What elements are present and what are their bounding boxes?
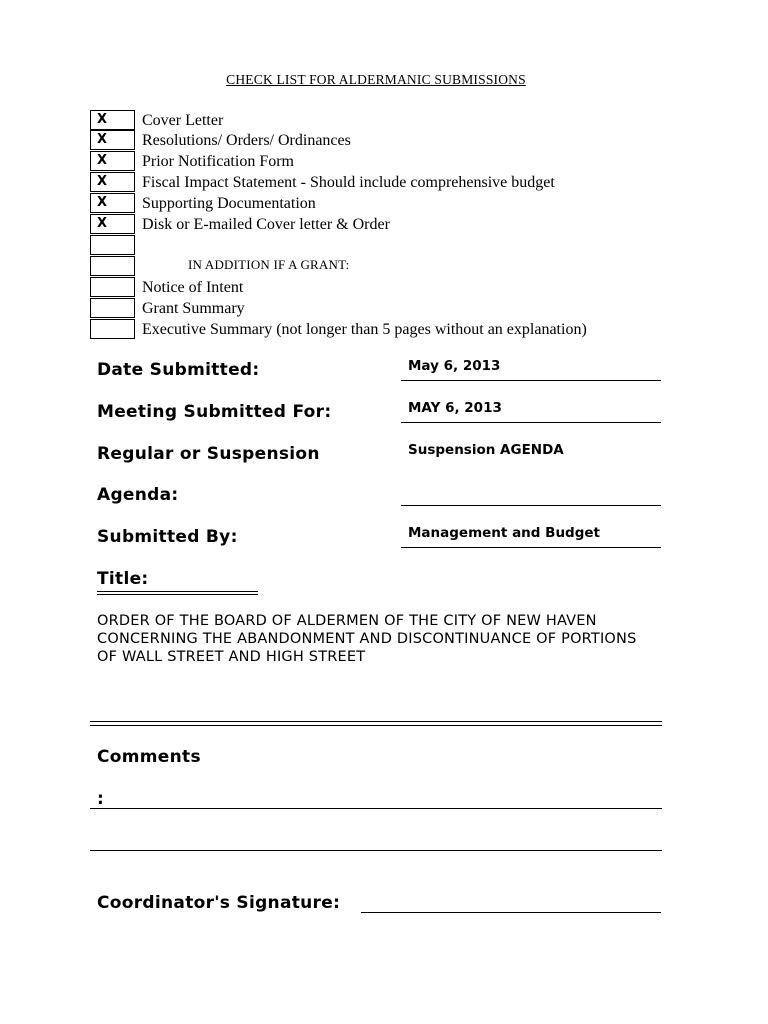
- checkbox-resolutions[interactable]: [90, 130, 135, 150]
- checklist-item-label: Supporting Documentation: [142, 195, 316, 212]
- checklist-item-label: Resolutions/ Orders/ Ordinances: [142, 132, 351, 149]
- checkbox-fiscal-impact[interactable]: [90, 172, 135, 192]
- checklist-item-label: Grant Summary: [142, 300, 245, 317]
- checkbox-blank[interactable]: [90, 235, 135, 255]
- title-label: Title:: [97, 569, 149, 589]
- meeting-submitted-for-line: [401, 422, 661, 423]
- title-line: CONCERNING THE ABANDONMENT AND DISCONTINUANCE OF PORTIONS OF WALL STREET AND HIGH STREET: [97, 631, 637, 665]
- meeting-submitted-for-value[interactable]: MAY 6, 2013: [408, 400, 502, 416]
- checklist-item-label: Prior Notification Form: [142, 153, 294, 170]
- checklist-item-label: Notice of Intent: [142, 279, 244, 296]
- agenda-label: Agenda:: [97, 485, 179, 505]
- checklist-item-label: Disk or E-mailed Cover letter & Order: [142, 216, 390, 233]
- page-title: CHECK LIST FOR ALDERMANIC SUBMISSIONS: [226, 72, 526, 87]
- checkbox-notice-of-intent[interactable]: [90, 277, 135, 297]
- section-divider: [90, 725, 662, 726]
- comments-line[interactable]: [90, 808, 662, 809]
- agenda-line: [401, 505, 661, 506]
- title-text[interactable]: [97, 612, 657, 666]
- checklist-item-label: Fiscal Impact Statement - Should include comprehensive budget: [142, 174, 555, 191]
- title-line: ORDER OF THE BOARD OF ALDERMEN OF THE CITY OF NEW HAVEN: [97, 613, 597, 629]
- checklist-item-label: Cover Letter: [142, 112, 224, 129]
- check-mark: X: [97, 112, 108, 127]
- date-submitted-value[interactable]: May 6, 2013: [408, 358, 501, 374]
- checkbox-executive-summary[interactable]: [90, 319, 135, 339]
- regular-or-suspension-label: Regular or Suspension: [97, 444, 320, 464]
- checkbox-grant-summary[interactable]: [90, 298, 135, 318]
- submitted-by-label: Submitted By:: [97, 527, 238, 547]
- comments-label: Comments: [97, 747, 201, 767]
- submitted-by-line: [401, 547, 661, 548]
- check-mark: X: [97, 195, 108, 210]
- submitted-by-value[interactable]: Management and Budget: [408, 525, 600, 541]
- checkbox-cover-letter[interactable]: [90, 110, 135, 130]
- coordinator-signature-label: Coordinator's Signature:: [97, 893, 341, 913]
- comments-line[interactable]: [90, 850, 662, 851]
- section-divider: [90, 721, 662, 722]
- checkbox-supporting-docs[interactable]: [90, 193, 135, 213]
- checkbox-prior-notification[interactable]: [90, 151, 135, 171]
- comments-colon: :: [97, 789, 105, 809]
- title-underline: [97, 594, 258, 595]
- date-submitted-label: Date Submitted:: [97, 360, 260, 380]
- check-mark: X: [97, 174, 108, 189]
- regular-or-suspension-value[interactable]: Suspension AGENDA: [408, 442, 564, 458]
- check-mark: X: [97, 153, 108, 168]
- date-submitted-line: [401, 380, 661, 381]
- check-mark: X: [97, 216, 108, 231]
- meeting-submitted-for-label: Meeting Submitted For:: [97, 402, 332, 422]
- check-mark: X: [97, 132, 108, 147]
- grant-heading: IN ADDITION IF A GRANT:: [188, 257, 350, 272]
- checklist-item-label: Executive Summary (not longer than 5 pages without an explanation): [142, 321, 587, 338]
- title-underline: [97, 591, 258, 592]
- checkbox-disk-email[interactable]: [90, 214, 135, 234]
- checkbox-grant-heading-row[interactable]: [90, 256, 135, 276]
- signature-line[interactable]: [361, 912, 661, 913]
